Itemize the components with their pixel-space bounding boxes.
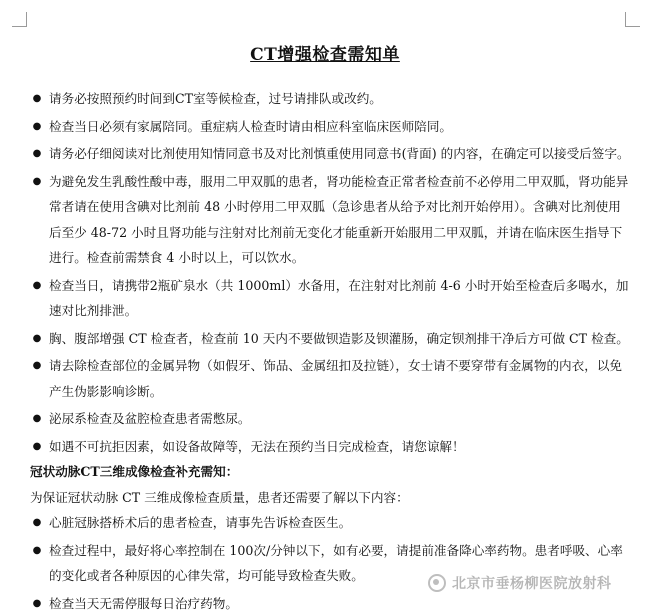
list-item-text: 请务必按照预约时间到CT室等候检查，过号请排队或改约。 [49, 91, 382, 106]
list-item-text: 检查过程中，最好将心率控制在 100次/分钟以下，如有必要，请提前准备降心率药物。患者呼吸、心率的变化或者各种原因的心律失常，均可能导致检查失败。 [49, 543, 623, 584]
list-item-text: 泌尿系检查及盆腔检查患者需憋尿。 [49, 411, 251, 426]
notice-list-coronary [30, 510, 630, 616]
list-item [30, 434, 630, 460]
bullet-icon: ● [31, 114, 43, 140]
list-item [30, 86, 630, 112]
list-item [30, 353, 630, 404]
bullet-icon: ● [31, 169, 43, 195]
list-item-text: 心脏冠脉搭桥术后的患者检查，请事先告诉检查医生。 [49, 515, 351, 530]
list-item [30, 273, 630, 324]
bullet-icon: ● [31, 86, 43, 112]
bullet-icon: ● [31, 538, 43, 564]
list-item-text: 请务必仔细阅读对比剂使用知情同意书及对比剂慎重使用同意书(背面) 的内容，在确定可以接受后签字。 [49, 146, 630, 161]
list-item-text: 胸、腹部增强 CT 检查者，检查前 10 天内不要做钡造影及钡灌肠，确定钡剂排干净后方可做 CT 检查。 [49, 331, 629, 346]
bullet-icon: ● [31, 434, 43, 460]
crop-mark-top-left [12, 12, 27, 27]
section-intro: 为保证冠状动脉 CT 三维成像检查质量，患者还需要了解以下内容： [30, 485, 630, 511]
list-item-text: 检查当日必须有家属陪同。重症病人检查时请由相应科室临床医师陪同。 [49, 119, 452, 134]
crop-mark-top-right [625, 12, 640, 27]
bullet-icon: ● [31, 353, 43, 379]
wechat-logo-icon [428, 574, 446, 592]
bullet-icon: ● [31, 326, 43, 352]
bullet-icon: ● [31, 406, 43, 432]
document-title: CT增强检查需知单 [0, 40, 650, 65]
list-item [30, 141, 630, 167]
document-body [30, 86, 630, 616]
list-item-text: 检查当天无需停服每日治疗药物。 [49, 596, 238, 611]
list-item [30, 114, 630, 140]
list-item [30, 406, 630, 432]
bullet-icon: ● [31, 141, 43, 167]
bullet-icon: ● [31, 510, 43, 536]
list-item [30, 510, 630, 536]
bullet-icon: ● [31, 273, 43, 299]
list-item-text: 检查当日，请携带2瓶矿泉水（共 1000ml）水备用，在注射对比剂前 4-6 小时开始至检查后多喝水，加速对比剂排泄。 [49, 278, 628, 319]
watermark-text: 北京市垂杨柳医院放射科 [452, 573, 612, 593]
list-item-text: 如遇不可抗拒因素，如设备故障等，无法在预约当日完成检查，请您谅解！ [49, 439, 465, 454]
section-subheading: 冠状动脉CT三维成像检查补充需知： [30, 459, 630, 485]
bullet-icon: ● [31, 591, 43, 616]
notice-list-main [30, 86, 630, 459]
list-item [30, 326, 630, 352]
list-item-text: 请去除检查部位的金属异物（如假牙、饰品、金属纽扣及拉链），女士请不要穿带有金属物的内衣，以免产生伪影影响诊断。 [49, 358, 622, 399]
watermark [428, 570, 643, 596]
list-item [30, 169, 630, 271]
list-item-text: 为避免发生乳酸性酸中毒，服用二甲双胍的患者，肾功能检查正常者检查前不必停用二甲双胍，肾功能异常者请在使用含碘对比剂前 48 小时停用二甲双胍（急诊患者从给予对比剂开始停用）。含碘对比剂使用后至少 48-72 小时且肾功能与注射对比剂前无变化才能重新开始服用二甲双胍，并请在临床医生指导下进行。检查前需禁食 4 小时以上，可以饮水。 [49, 174, 628, 266]
